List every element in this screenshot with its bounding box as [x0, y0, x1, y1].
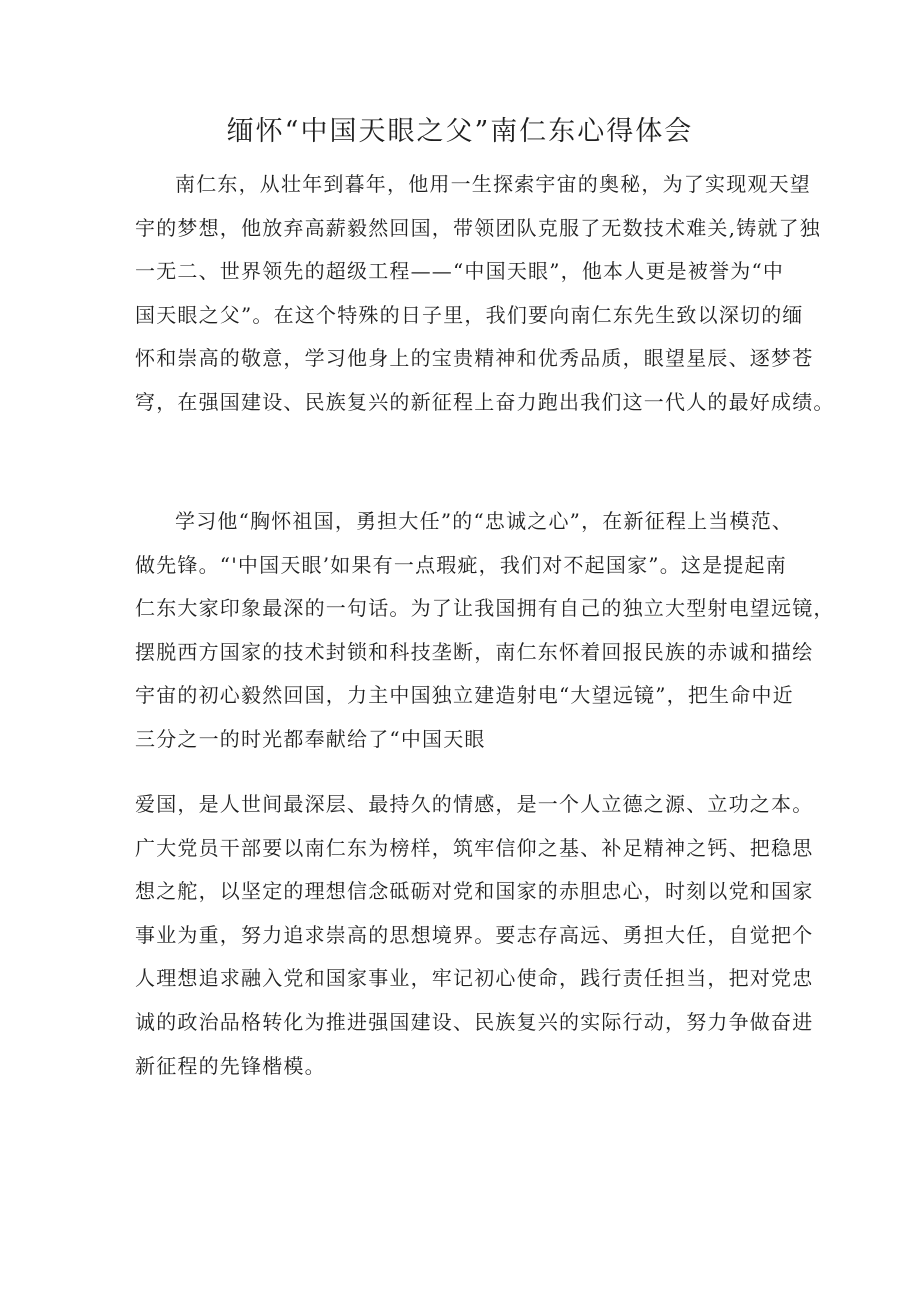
paragraph-intro [135, 163, 835, 425]
paragraph-line: 宇宙的初心毅然回国，力主中国独立建造射电“大望远镜”，把生命中近 [135, 683, 794, 708]
paragraph-line: 诚的政治品格转化为推进强国建设、民族复兴的实际行动，努力争做奋进 [135, 1009, 814, 1034]
paragraph-line: 新征程的先锋楷模。 [135, 1053, 326, 1078]
paragraph-line: 事业为重，努力追求崇高的思想境界。要志存高远、勇担大任，自觉把个 [135, 922, 814, 947]
paragraph-line: 人理想追求融入党和国家事业，牢记初心使命，践行责任担当，把对党忠 [135, 966, 814, 991]
paragraph-loyalty [135, 500, 835, 762]
paragraph-line: 一无二、世界领先的超级工程——“中国天眼”，他本人更是被誉为“中 [135, 259, 785, 284]
paragraph-line: 南仁东，从壮年到暮年，他用一生探索宇宙的奥秘，为了实现观天望 [175, 172, 811, 196]
paragraph-line: 学习他“胸怀祖国，勇担大任”的“忠诚之心”，在新征程上当模范、 [175, 509, 794, 533]
paragraph-patriotism [135, 783, 814, 1088]
paragraph-line: 想之舵，以坚定的理想信念砥砺对党和国家的赤胆忠心，时刻以党和国家 [135, 879, 814, 904]
paragraph-line: 怀和崇高的敬意，学习他身上的宝贵精神和优秀品质，眼望星辰、逐梦苍 [135, 346, 814, 371]
paragraph-line: 国天眼之父”。在这个特殊的日子里，我们要向南仁东先生致以深切的缅 [135, 302, 804, 327]
paragraph-line: 爱国，是人世间最深层、最持久的情感，是一个人立德之源、立功之本。 [135, 792, 814, 816]
paragraph-line: 穹，在强国建设、民族复兴的新征程上奋力跑出我们这一代人的最好成绩。 [135, 389, 835, 414]
paragraph-line: 三分之一的时光都奉献给了“中国天眼 [135, 726, 486, 751]
paragraph-line: 摆脱西方国家的技术封锁和科技垄断，南仁东怀着回报民族的赤诚和描绘 [135, 639, 814, 664]
paragraph-line: 仁东大家印象最深的一句话。为了让我国拥有自己的独立大型射电望远镜， [135, 596, 835, 621]
paragraph-line: 宇的梦想，他放弃高薪毅然回国，带领团队克服了无数技术难关,铸就了独 [135, 215, 821, 240]
paragraph-line: 广大党员干部要以南仁东为榜样，筑牢信仰之基、补足精神之钙、把稳思 [135, 835, 814, 860]
paragraph-line: 做先锋。“'中国天眼’如果有一点瑕疵，我们对不起国家”。这是提起南 [135, 552, 787, 577]
document-title: 缅怀“中国天眼之父”南仁东心得体会 [226, 116, 694, 147]
